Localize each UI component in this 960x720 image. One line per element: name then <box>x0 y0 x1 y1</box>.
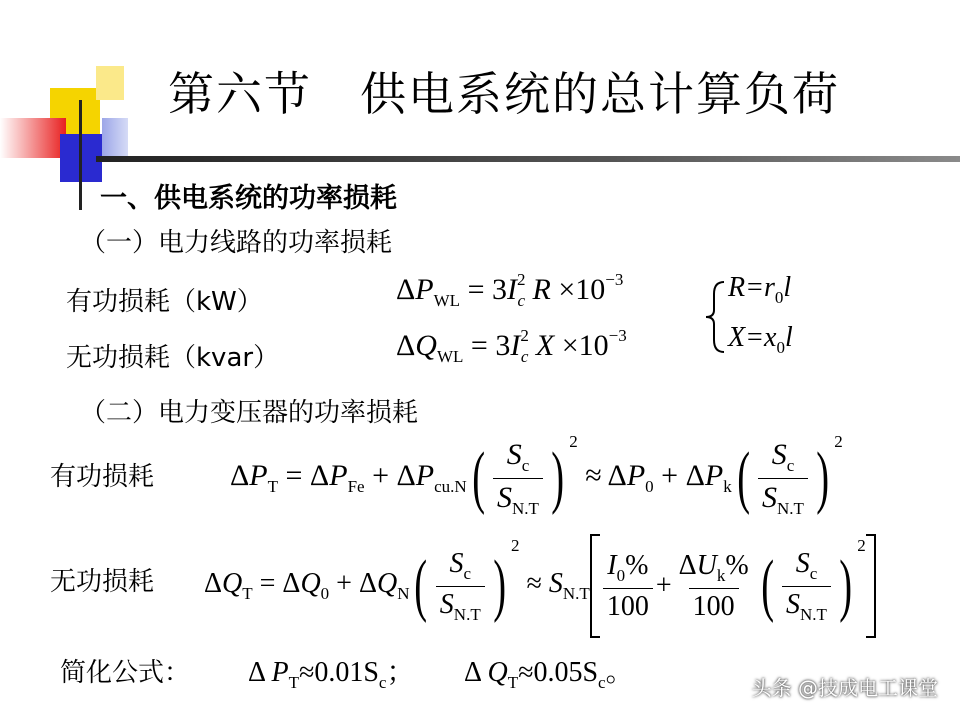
simplified-formula-p: Δ $P_T\approx 0.01S_c$； <box>248 657 415 692</box>
page-title: 第六节 供电系统的总计算负荷 <box>168 67 840 121</box>
simplified-formula-label: 简化公式： <box>60 658 191 688</box>
section-heading: 一、供电系统的功率损耗 <box>100 183 397 214</box>
brace-formula-r: $R=r_0l$ <box>728 272 792 307</box>
line-reactive-loss-label: 无功损耗（kvar） <box>66 343 280 373</box>
line-active-loss-label: 有功损耗（kW） <box>66 287 263 317</box>
subsection-heading-transformer: （二）电力变压器的功率损耗 <box>80 398 419 428</box>
watermark: 头条 @技成电工课堂 <box>751 676 938 700</box>
transformer-reactive-loss-label: 无功损耗 <box>50 567 155 597</box>
decor-vertical-line <box>79 100 82 210</box>
decor-red-gradient <box>0 118 66 158</box>
line-active-loss-formula: $\Delta P_{WL} = 3I^2_c$ $R \times 10^{-3}$ <box>396 270 624 310</box>
brace-formula-x: $X=x_0l$ <box>728 322 793 357</box>
transformer-active-loss-formula: $\Delta P_T = \Delta P_{Fe} + \Delta P_{cu.N}$ ( $\frac{S_c}{S_{N.T}}$ ) 2 ≈ $\Delta P_0 + \Delta P_k$ ( $\frac{S_c}{S_{N.T}}$ ) 2 <box>230 432 843 518</box>
line-reactive-loss-formula: $\Delta Q_{WL} = 3I^2_c$ $X \times 10^{-3}$ <box>396 326 627 366</box>
simplified-formula-q: Δ $Q_T\approx 0.05S_c$。 <box>464 657 634 692</box>
transformer-reactive-loss-formula: $\Delta Q_T = \Delta Q_0 + \Delta Q_N$ ( $\frac{S_c}{S_{N.T}}$ ) 2 ≈ $S_{N.T}$ $\frac{I_0\%}{100}$ + $\frac{\Delta U_k\%}{100}$ ( $\frac{S_c}{S_{N.T}}$ ) 2 <box>204 534 876 638</box>
transformer-active-loss-label: 有功损耗 <box>50 462 155 492</box>
subsection-heading-line: （一）电力线路的功率损耗 <box>80 228 393 258</box>
title-rule <box>96 156 960 162</box>
decor-yellow-pale-square <box>96 66 124 100</box>
curly-brace <box>700 280 730 354</box>
decor-blue-pale-square <box>102 118 128 158</box>
